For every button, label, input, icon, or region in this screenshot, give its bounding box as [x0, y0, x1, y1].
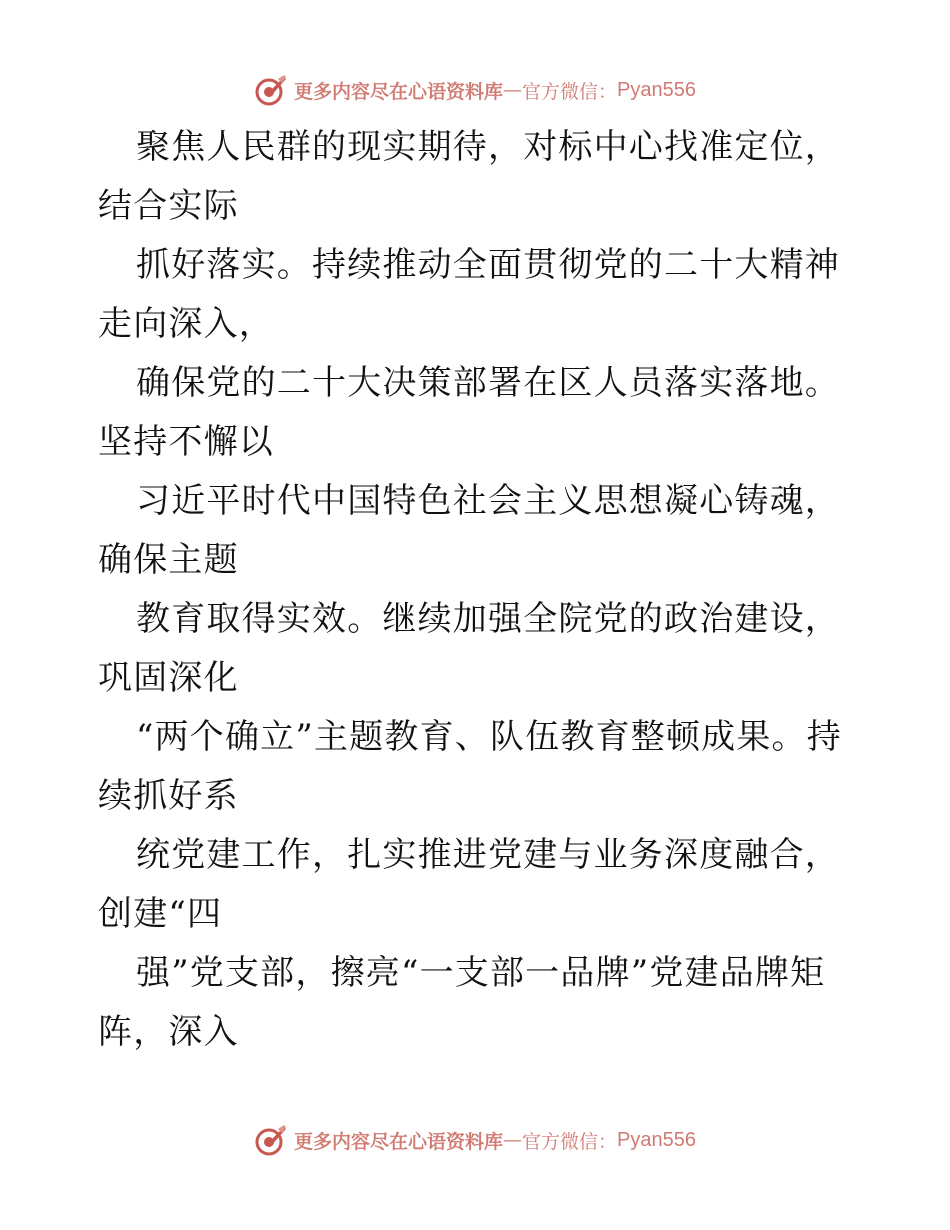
watermark-separator: —: [503, 79, 523, 101]
paragraph-7: 统党建工作，扎实推进党建与业务深度融合，创建“四: [98, 835, 840, 934]
document-body: [98, 118, 858, 1062]
paragraph-8: 强”党支部，擦亮“一支部一品牌”党建品牌矩阵，深入: [98, 953, 826, 1052]
quill-logo-icon: [254, 73, 288, 107]
paragraph-6: “两个确立”主题教育、队伍教育整顿成果。持续抓好系: [98, 717, 842, 816]
paragraph-1: 聚焦人民群的现实期待，对标中心找准定位，结合实际: [98, 127, 840, 226]
watermark-wechat-id: Pyan556: [617, 1128, 696, 1151]
quill-logo-icon: [254, 1123, 288, 1157]
watermark-wechat-label: 官方微信：: [522, 80, 618, 103]
header-watermark: [0, 70, 950, 110]
watermark-wechat-id: Pyan556: [617, 78, 696, 101]
paragraph-2: 抓好落实。持续推动全面贯彻党的二十大精神走向深入，: [98, 245, 840, 344]
paragraph-4: 习近平时代中国特色社会主义思想凝心铸魂，确保主题: [98, 481, 840, 580]
watermark-brand: 更多内容尽在心语资料库: [294, 1130, 504, 1153]
footer-watermark: [0, 1120, 950, 1160]
watermark-brand: 更多内容尽在心语资料库: [294, 80, 504, 103]
paragraph-3: 确保党的二十大决策部署在区人员落实落地。坚持不懈以: [98, 363, 840, 462]
watermark-separator: —: [503, 1129, 523, 1151]
paragraph-5: 教育取得实效。继续加强全院党的政治建设，巩固深化: [98, 599, 840, 698]
watermark-wechat-label: 官方微信：: [522, 1130, 618, 1153]
